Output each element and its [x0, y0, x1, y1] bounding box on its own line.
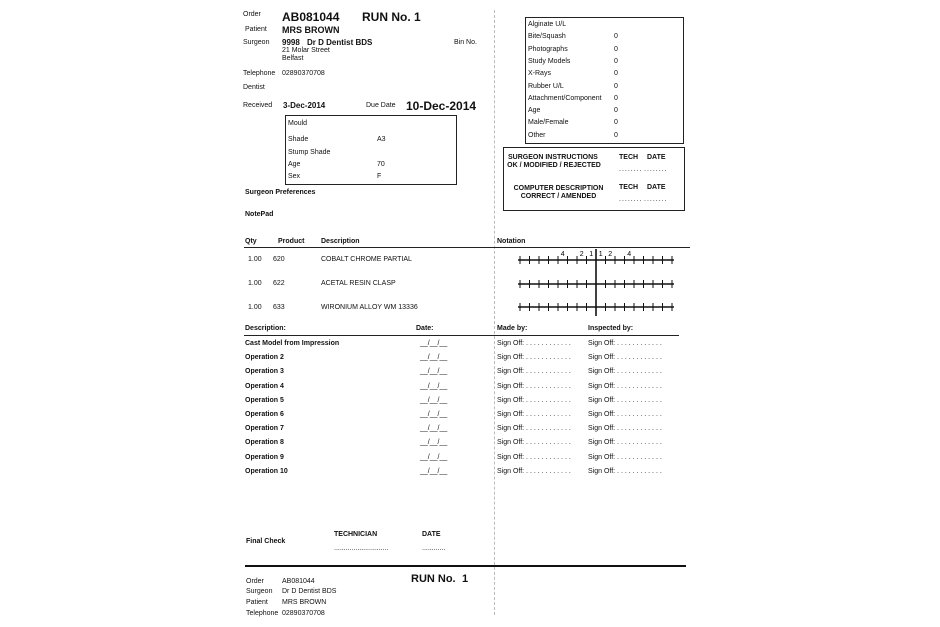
order-value: AB081044 [282, 10, 340, 24]
notation-header: Notation [497, 238, 526, 245]
operation-date: __/__/__ [420, 396, 448, 404]
items-row-label: Male/Female [528, 119, 569, 127]
inspected-by-signoff: Sign Off: . . . . . . . . . . . . [588, 340, 662, 347]
operation-date: __/__/__ [420, 382, 448, 390]
made-by-signoff: Sign Off: . . . . . . . . . . . . [497, 396, 571, 404]
made-by-signoff: Sign Off: . . . . . . . . . . . . [497, 382, 571, 390]
made-by-signoff: Sign Off: . . . . . . . . . . . . [497, 368, 571, 376]
items-row-label: Bite/Squash [528, 33, 566, 41]
surgeon-name: Dr D Dentist BDS [307, 38, 373, 47]
made-by-signoff: Sign Off: . . . . . . . . . . . . [497, 467, 571, 475]
surgeon-code: 9998 [282, 38, 300, 47]
product-code: 620 [273, 256, 285, 263]
notation-mark-right: 1 [598, 251, 603, 258]
patient-label: Patient [245, 26, 267, 33]
inspected-by-signoff: Sign Off: . . . . . . . . . . . . [588, 467, 662, 475]
items-row-value: 0 [614, 94, 618, 102]
tech-label-2: TECH [619, 184, 639, 191]
inspected-by-signoff: Sign Off: . . . . . . . . . . . . [588, 368, 662, 376]
operation-date: __/__/__ [420, 439, 448, 447]
operations-date-header: Date: [416, 325, 434, 332]
footer-order-label: Order [246, 578, 264, 585]
operation-date: __/__/__ [420, 340, 448, 347]
operation-name: Operation 6 [245, 411, 284, 418]
footer-surgeon-value: Dr D Dentist BDS [282, 588, 337, 595]
date-label-2: DATE [647, 184, 666, 191]
mould-row-label: Shade [288, 136, 309, 143]
due-value: 10-Dec-2014 [406, 99, 477, 113]
items-row-label: Age [528, 107, 541, 115]
operation-name: Operation 2 [245, 354, 284, 362]
order-label: Order [243, 11, 261, 18]
final-date-dots: ............ [422, 545, 446, 552]
surgeon-instructions-title: SURGEON INSTRUCTIONS [508, 154, 598, 161]
items-row-label: Attachment/Component [528, 94, 602, 102]
mould-row-label: Age [288, 161, 301, 168]
made-by-signoff: Sign Off: . . . . . . . . . . . . [497, 425, 571, 433]
operation-date: __/__/__ [420, 425, 448, 433]
operations-made-by-header: Made by: [497, 325, 528, 332]
surgeon-instructions-options: OK / MODIFIED / REJECTED [507, 162, 601, 169]
footer-run-label: RUN No. [411, 573, 456, 585]
items-row-label: Photographs [528, 45, 568, 53]
received-value: 3-Dec-2014 [283, 101, 326, 110]
made-by-signoff: Sign Off: . . . . . . . . . . . . [497, 411, 571, 418]
product-description: WIRONIUM ALLOY WM 13336 [321, 304, 418, 311]
inspected-by-signoff: Sign Off: . . . . . . . . . . . . [588, 396, 662, 404]
qty-header: Qty [245, 238, 257, 245]
notation-mark-right: 4 [627, 251, 632, 258]
product-header: Product [278, 238, 305, 245]
received-label: Received [243, 102, 273, 109]
operations-description-header: Description: [245, 325, 286, 332]
items-row-value: 0 [614, 33, 618, 41]
operation-date: __/__/__ [420, 368, 448, 376]
footer-surgeon-label: Surgeon [246, 588, 273, 595]
footer-patient-label: Patient [246, 599, 268, 606]
operation-name: Operation 5 [245, 396, 284, 404]
inspected-by-signoff: Sign Off: . . . . . . . . . . . . [588, 411, 662, 418]
operation-name: Operation 9 [245, 453, 284, 461]
telephone-value: 02890370708 [282, 70, 325, 77]
description-header: Description [321, 238, 360, 245]
made-by-signoff: Sign Off: . . . . . . . . . . . . [497, 354, 571, 362]
made-by-signoff: Sign Off: . . . . . . . . . . . . [497, 439, 571, 447]
computer-description-options: CORRECT / AMENDED [520, 193, 597, 200]
surgeon-address-1: 21 Molar Street [282, 47, 330, 54]
items-row-value: 0 [614, 57, 618, 65]
notation-mark-left: 2 [579, 251, 584, 258]
footer-order-value: AB081044 [282, 578, 315, 585]
dentist-label: Dentist [243, 84, 265, 91]
run-label: RUN No. [362, 10, 411, 24]
mould-row-label: Stump Shade [288, 149, 331, 156]
technician-label: TECHNICIAN [334, 531, 378, 538]
bin-label: Bin No. [454, 39, 477, 46]
operation-name: Operation 3 [245, 368, 284, 376]
final-check-label: Final Check [246, 538, 286, 545]
items-row-value: 0 [614, 45, 618, 53]
items-row-value: 0 [614, 119, 618, 127]
surgeon-label: Surgeon [243, 39, 270, 46]
run-value: 1 [414, 10, 421, 24]
made-by-signoff: Sign Off: . . . . . . . . . . . . [497, 453, 571, 461]
notation-mark-right: 2 [608, 251, 613, 258]
operation-name: Operation 8 [245, 439, 284, 447]
inspected-by-signoff: Sign Off: . . . . . . . . . . . . [588, 439, 662, 447]
operation-date: __/__/__ [420, 467, 448, 475]
footer-telephone-value: 02890370708 [282, 610, 325, 617]
technician-dots: ............................ [334, 545, 389, 552]
product-description: ACETAL RESIN CLASP [321, 280, 396, 287]
items-row-value: 0 [614, 70, 618, 78]
operations-header-rule [244, 335, 679, 336]
operations-inspected-by-header: Inspected by: [588, 325, 634, 332]
tech-label-1: TECH [619, 154, 639, 161]
date-dots-2: ........ [644, 196, 668, 203]
due-label: Due Date [366, 102, 396, 109]
mould-row-value: F [377, 173, 382, 180]
tech-dots-1: ........ [619, 166, 643, 173]
inspected-by-signoff: Sign Off: . . . . . . . . . . . . [588, 425, 662, 433]
items-row-label: Alginate U/L [528, 21, 567, 28]
inspected-by-signoff: Sign Off: . . . . . . . . . . . . [588, 453, 662, 461]
product-description: COBALT CHROME PARTIAL [321, 256, 412, 263]
product-code: 633 [273, 304, 285, 311]
items-row-value: 0 [614, 107, 618, 115]
notation-mark-left: 1 [589, 251, 594, 258]
footer-run-value: 1 [462, 573, 469, 585]
operation-name: Operation 4 [245, 382, 284, 390]
surgeon-address-2: Belfast [282, 55, 304, 62]
made-by-signoff: Sign Off: . . . . . . . . . . . . [497, 340, 571, 347]
operation-date: __/__/__ [420, 453, 448, 461]
items-row-value: 0 [614, 82, 618, 90]
computer-description-title: COMPUTER DESCRIPTION [513, 185, 604, 192]
notation-mark-left: 4 [560, 251, 565, 258]
items-row-value: 0 [614, 131, 618, 139]
telephone-label: Telephone [243, 70, 276, 77]
date-label-1: DATE [647, 154, 666, 161]
operation-date: __/__/__ [420, 411, 448, 418]
product-qty: 1.00 [248, 304, 262, 311]
items-row-label: X-Rays [528, 70, 551, 78]
inspected-by-signoff: Sign Off: . . . . . . . . . . . . [588, 382, 662, 390]
mould-row-value: A3 [377, 136, 386, 143]
mould-row-label: Mould [288, 120, 308, 127]
final-date-label: DATE [422, 531, 441, 538]
items-row-label: Study Models [528, 57, 571, 65]
footer-patient-value: MRS BROWN [282, 599, 327, 606]
items-row-label: Rubber U/L [528, 82, 564, 90]
operation-date: __/__/__ [420, 354, 448, 362]
product-code: 622 [273, 280, 285, 287]
mould-row-value: 70 [377, 161, 385, 168]
date-dots-1: ........ [644, 166, 668, 173]
tech-dots-2: ........ [619, 196, 643, 203]
operation-name: Operation 10 [245, 467, 288, 475]
patient-value: MRS BROWN [282, 25, 340, 35]
items-row-label: Other [528, 131, 546, 139]
operation-name: Cast Model from Impression [245, 340, 340, 347]
operation-name: Operation 7 [245, 425, 284, 433]
product-qty: 1.00 [248, 280, 262, 287]
inspected-by-signoff: Sign Off: . . . . . . . . . . . . [588, 354, 662, 362]
footer-rule [245, 565, 686, 567]
footer-telephone-label: Telephone [246, 610, 279, 617]
notepad-label: NotePad [245, 211, 274, 218]
product-qty: 1.00 [248, 256, 262, 263]
surgeon-preferences-label: Surgeon Preferences [245, 189, 316, 196]
mould-row-label: Sex [288, 173, 301, 180]
